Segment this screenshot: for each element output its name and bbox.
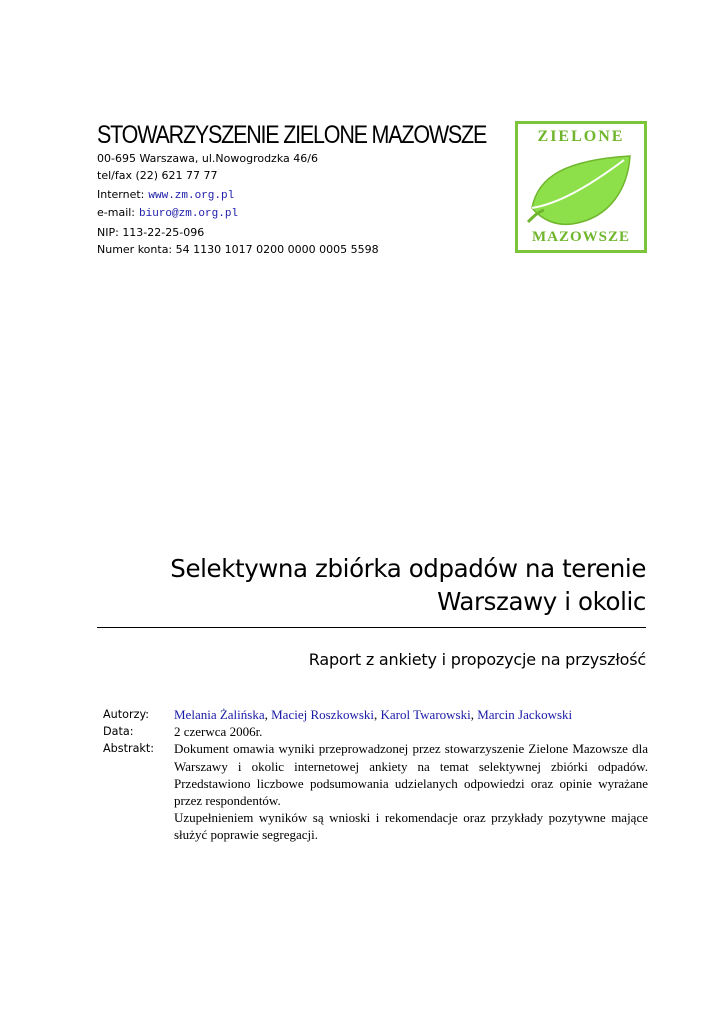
organization-name: STOWARZYSZENIE ZIELONE MAZOWSZE xyxy=(97,121,487,149)
abstract-paragraph-1: Dokument omawia wyniki przeprowadzonej przez stowarzyszenie Zielone Mazowsze dla Warszawy i okolic internetowej ankiety na temat selektywnej zbiórki odpadów. Przedstawiono liczbowe podsumowania udzielanych odpowiedzi oraz opinie wyrażane przez respondentów. xyxy=(174,741,648,809)
date-label: Data: xyxy=(103,725,134,739)
author-link[interactable]: Marcin Jackowski xyxy=(477,707,573,722)
date-row xyxy=(103,723,648,740)
author-link[interactable]: Maciej Roszkowski xyxy=(271,707,375,722)
organization-info xyxy=(97,151,517,258)
account-row xyxy=(97,242,517,259)
account-label: Numer konta: xyxy=(97,242,173,256)
logo-bottom-text: MAZOWSZE xyxy=(531,229,630,245)
logo-top-text: ZIELONE xyxy=(537,128,625,145)
authors-list: Melania Żalińska, Maciej Roszkowski, Karol Twarowski, Marcin Jackowski xyxy=(174,707,573,722)
organization-header xyxy=(97,120,517,258)
title-line-1: Selektywna zbiórka odpadów na terenie xyxy=(170,554,646,583)
abstract-paragraph-2: Uzupełnieniem wyników są wnioski i rekomendacje oraz przykłady pozytywne mające służyć poprawie segregacji. xyxy=(174,810,648,843)
leaf-icon xyxy=(526,146,638,232)
author-link[interactable]: Melania Żalińska xyxy=(174,707,265,722)
nip-label: NIP: xyxy=(97,226,119,239)
internet-row xyxy=(97,187,517,205)
account-value: 54 1130 1017 0200 0000 0005 5598 xyxy=(175,242,379,256)
authors-label: Autorzy: xyxy=(103,708,150,721)
website-link[interactable]: www.zm.org.pl xyxy=(148,190,235,202)
nip-row xyxy=(97,225,517,242)
author-link[interactable]: Karol Twarowski xyxy=(380,707,471,722)
phone-label: tel/fax xyxy=(97,168,132,182)
nip-value: 113-22-25-096 xyxy=(122,226,205,239)
address: 00-695 Warszawa, ul.Nowogrodzka 46/6 xyxy=(97,152,318,165)
document-metadata xyxy=(103,706,648,844)
email-row xyxy=(97,205,517,223)
phone-value: (22) 621 77 77 xyxy=(135,168,218,182)
email-link[interactable]: biuro@zm.org.pl xyxy=(139,207,239,220)
document-title xyxy=(86,552,646,618)
phone-row xyxy=(97,168,517,185)
date-value: 2 czerwca 2006r. xyxy=(174,724,263,740)
abstract-row xyxy=(103,740,648,843)
zielone-mazowsze-logo xyxy=(515,121,647,253)
abstract-text xyxy=(174,740,648,843)
internet-label: Internet: xyxy=(97,188,145,201)
authors-row xyxy=(103,706,648,723)
title-line-2: Warszawy i okolic xyxy=(437,587,646,616)
abstract-label: Abstrakt: xyxy=(103,742,155,756)
email-label: e-mail: xyxy=(97,205,136,219)
document-subtitle: Raport z ankiety i propozycje na przyszłość xyxy=(308,650,646,669)
title-divider xyxy=(97,627,646,628)
